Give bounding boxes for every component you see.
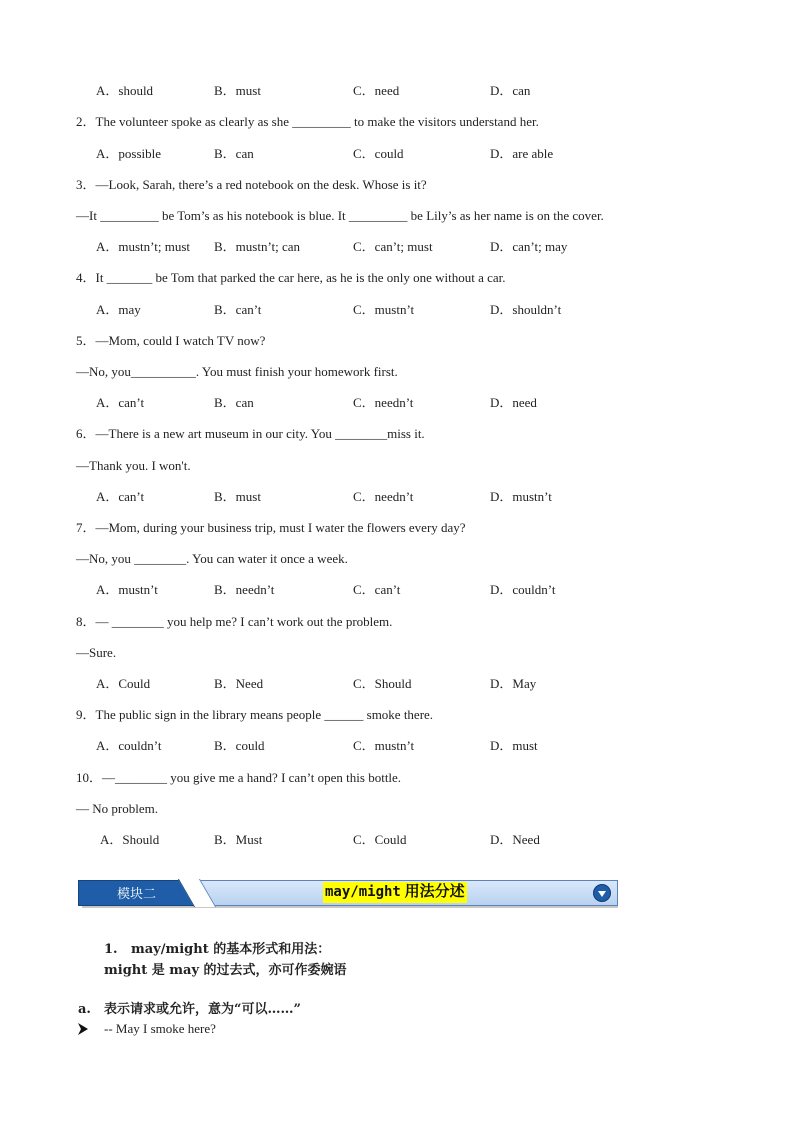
q10-option-b: B．Must — [214, 832, 263, 847]
q1-option-c: C．need — [353, 83, 400, 98]
q2-options — [76, 146, 716, 162]
module-title-en: may/might — [325, 884, 401, 900]
module-banner — [78, 880, 618, 908]
q4-option-d: D．shouldn’t — [490, 302, 562, 317]
q2-option-a: A．possible — [96, 146, 162, 161]
q3-option-b: B．mustn’t; can — [214, 239, 301, 254]
q7-option-a: A．mustn’t — [96, 582, 158, 597]
q10-stem: 10．—________ you give me a hand? I can’t open this bottle. — [76, 770, 402, 785]
bullet-arrow-icon — [78, 1023, 88, 1035]
point-text: 表示请求或允许，意为“可以……” — [104, 1002, 301, 1017]
q9-stem: 9．The public sign in the library means people ______ smoke there. — [76, 707, 434, 722]
q8-option-b: B．Need — [214, 676, 264, 691]
q10-option-a: A．Should — [100, 832, 160, 847]
q8-option-c: C．Should — [353, 676, 412, 691]
q5-option-b: B．can — [214, 395, 254, 410]
q4-stem: 4．It _______ be Tom that parked the car here, as he is the only one without a car. — [76, 270, 506, 285]
q5-option-c: C．needn’t — [353, 395, 414, 410]
q5-options — [76, 395, 716, 411]
module-label: 模块二 — [78, 880, 200, 906]
q4-option-a: A．may — [96, 302, 141, 317]
q1-option-a: A．should — [96, 83, 154, 98]
q9-option-d: D．must — [490, 738, 538, 753]
q7-stem: 7．—Mom, during your business trip, must I water the flowers every day? — [76, 520, 466, 535]
q7-reply: —No, you ________. You can water it once a week. — [76, 551, 348, 566]
expand-down-icon[interactable] — [593, 884, 611, 902]
q4-option-c: C．mustn’t — [353, 302, 415, 317]
q3-stem: 3．—Look, Sarah, there’s a red notebook on the desk. Whose is it? — [76, 177, 427, 192]
module-title-cn: 用法分述 — [404, 884, 465, 900]
section-heading: may/might 的基本形式和用法： — [131, 942, 331, 957]
q10-option-c: C．Could — [353, 832, 407, 847]
q3-option-c: C．can’t; must — [353, 239, 433, 254]
q8-reply: —Sure. — [76, 645, 117, 660]
q3-reply: —It _________ be Tom’s as his notebook is blue. It _________ be Lily’s as her name is on the cover. — [76, 208, 604, 223]
q4-option-b: B．can’t — [214, 302, 262, 317]
q2-option-d: D．are able — [490, 146, 554, 161]
q6-option-a: A．can’t — [96, 489, 145, 504]
q7-option-b: B．needn’t — [214, 582, 275, 597]
section-number: 1. — [104, 942, 118, 957]
q9-option-a: A．couldn’t — [96, 738, 162, 753]
q7-option-c: C．can’t — [353, 582, 401, 597]
module-title — [323, 882, 467, 903]
q5-option-d: D．need — [490, 395, 537, 410]
q6-option-b: B．must — [214, 489, 261, 504]
q5-stem: 5．—Mom, could I watch TV now? — [76, 333, 266, 348]
q7-option-d: D．couldn’t — [490, 582, 556, 597]
q6-reply: —Thank you. I won't. — [76, 458, 191, 473]
q1-options — [76, 83, 716, 99]
example-sentence: -- May I smoke here? — [104, 1021, 216, 1036]
q2-option-b: B．can — [214, 146, 254, 161]
q2-stem: 2．The volunteer spoke as clearly as she _________ to make the visitors understand her. — [76, 114, 539, 129]
q4-options — [76, 302, 716, 318]
q10-option-d: D．Need — [490, 832, 540, 847]
q7-options — [76, 582, 716, 598]
q10-reply: — No problem. — [76, 801, 158, 816]
q9-option-b: B．could — [214, 738, 265, 753]
q6-option-d: D．mustn’t — [490, 489, 552, 504]
q3-option-a: A．mustn’t; must — [96, 239, 191, 254]
q9-option-c: C．mustn’t — [353, 738, 415, 753]
q8-stem: 8．— ________ you help me? I can’t work out the problem. — [76, 614, 393, 629]
q6-option-c: C．needn’t — [353, 489, 414, 504]
q8-option-a: A．Could — [96, 676, 151, 691]
q3-options — [76, 239, 716, 255]
q9-options — [76, 738, 716, 754]
q8-options — [76, 676, 716, 692]
q5-reply: —No, you__________. You must finish your homework first. — [76, 364, 398, 379]
point-label: a. — [78, 1002, 91, 1017]
q6-options — [76, 489, 716, 505]
q2-option-c: C．could — [353, 146, 404, 161]
q1-option-d: D．can — [490, 83, 531, 98]
q3-option-d: D．can’t; may — [490, 239, 568, 254]
q1-option-b: B．must — [214, 83, 261, 98]
q10-options — [76, 832, 716, 848]
q6-stem: 6．—There is a new art museum in our city. You ________miss it. — [76, 426, 425, 441]
q5-option-a: A．can’t — [96, 395, 145, 410]
q8-option-d: D．May — [490, 676, 537, 691]
section-subheading: might 是 may 的过去式，亦可作委婉语 — [104, 963, 347, 978]
